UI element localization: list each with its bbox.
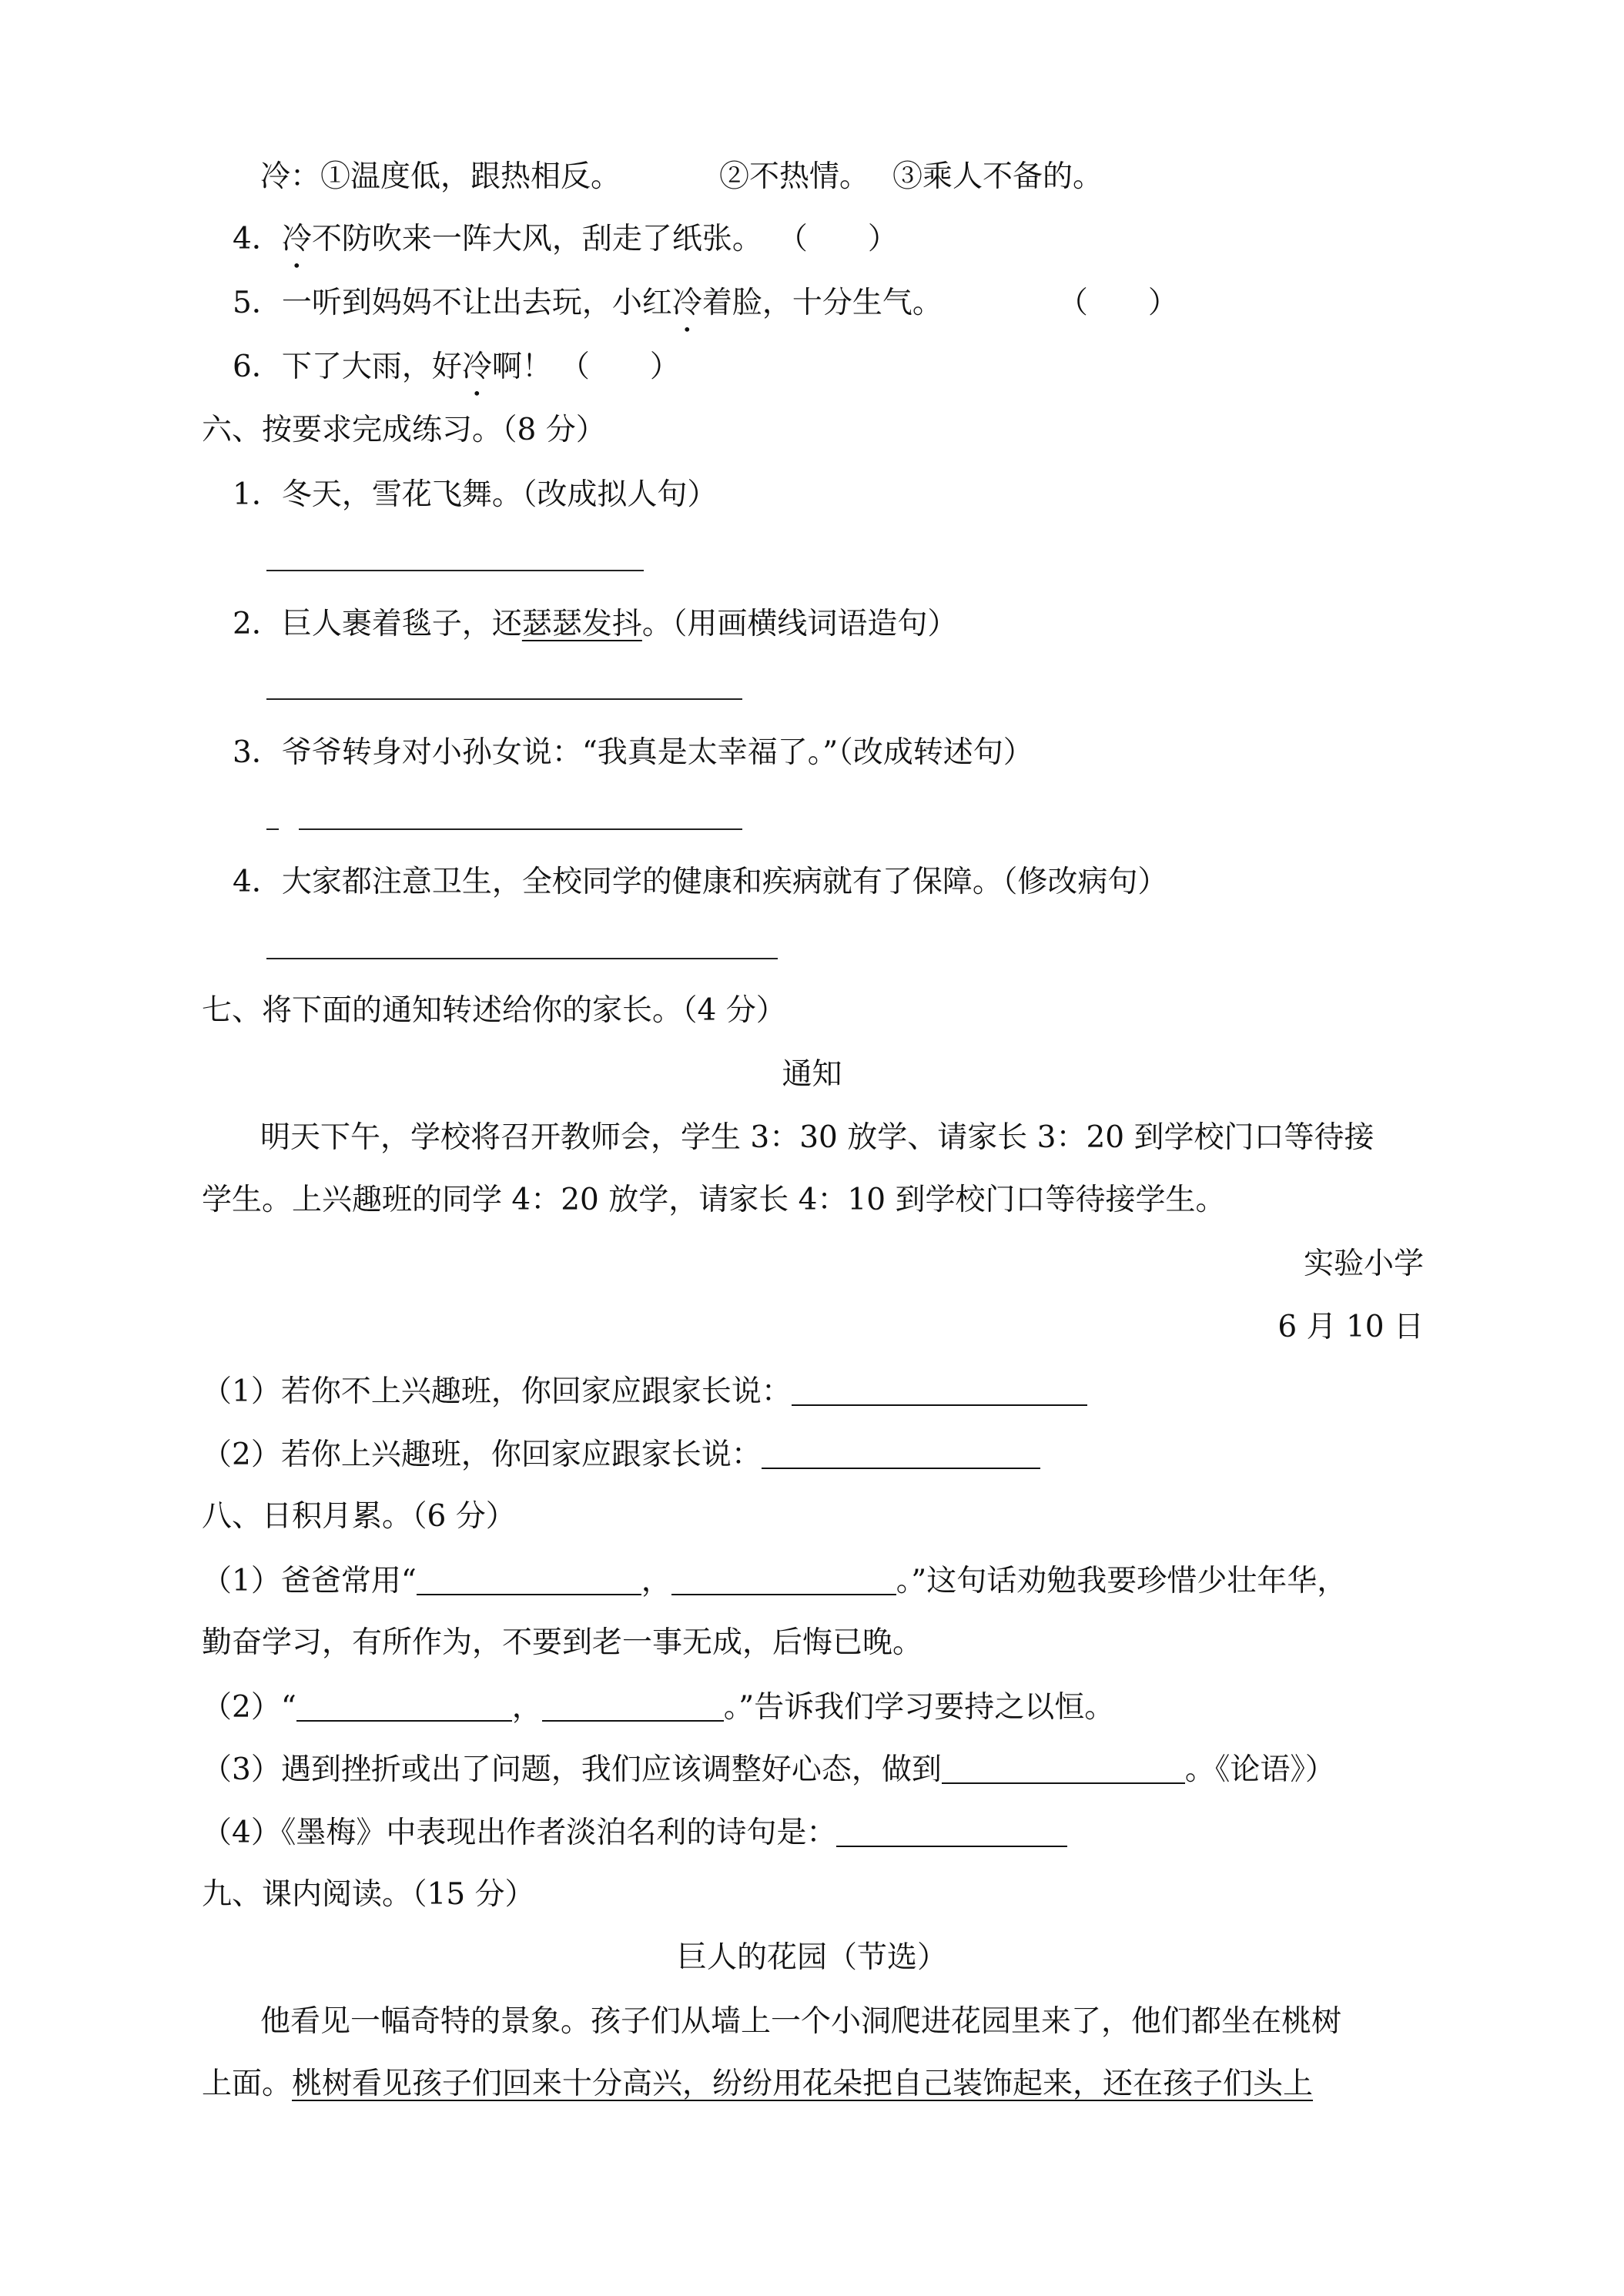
answer-blank[interactable] bbox=[792, 1375, 1087, 1406]
sub-question-text: （4）《墨梅》中表现出作者淡泊名利的诗句是： bbox=[202, 1816, 837, 1850]
item-number: 4． bbox=[233, 865, 282, 899]
comma: ， bbox=[511, 1690, 542, 1725]
meaning-3: ③乘人不备的。 bbox=[892, 159, 1103, 194]
item-text: 不防吹来一阵大风，刮走了纸张。 bbox=[311, 222, 762, 256]
section-8-sub-1 bbox=[0, 1560, 1624, 1600]
item-text: 一听到妈妈不让出去玩，小红 bbox=[281, 286, 672, 320]
item-text: 巨人裹着毯子，还 bbox=[281, 607, 522, 641]
answer-paren[interactable]: （ ） bbox=[559, 350, 680, 384]
section-6-item-1 bbox=[0, 475, 1624, 515]
section-8-sub-1-line-2: 勤奋学习，有所作为，不要到老一事无成，后悔已晚。 bbox=[202, 1625, 923, 1660]
item-number: 3． bbox=[233, 735, 282, 770]
sub-question-text: （2）若你上兴趣班，你回家应跟家长说： bbox=[202, 1438, 762, 1472]
definition-prefix: 冷： bbox=[260, 159, 321, 194]
sub-question-text: 。”这句话劝勉我要珍惜少壮年华， bbox=[896, 1564, 1348, 1598]
section-7-sub-2 bbox=[0, 1434, 1624, 1474]
answer-paren[interactable]: （ ） bbox=[777, 222, 898, 256]
answer-blank[interactable] bbox=[417, 1565, 641, 1595]
item-text: 冬天，雪花飞舞。（改成拟人句） bbox=[281, 477, 718, 512]
section-6-title: 六、按要求完成练习。（8 分） bbox=[202, 413, 606, 447]
passage-line-1: 他看见一幅奇特的景象。孩子们从墙上一个小洞爬进花园里来了，他们都坐在桃树 bbox=[260, 2004, 1342, 2039]
passage-title: 巨人的花园（节选） bbox=[676, 1940, 947, 1975]
item-number: 6． bbox=[233, 350, 282, 384]
answer-line-6-4[interactable] bbox=[266, 958, 778, 959]
item-text: 着脸，十分生气。 bbox=[702, 286, 943, 320]
notice-line-2: 学生。上兴趣班的同学 4：20 放学，请家长 4：10 到学校门口等待接学生。 bbox=[202, 1183, 1226, 1217]
dotted-char: 冷 bbox=[671, 286, 702, 320]
section-7-sub-1 bbox=[0, 1371, 1624, 1411]
notice-date: 6 月 10 日 bbox=[1277, 1310, 1424, 1344]
definition-line bbox=[0, 157, 1624, 197]
sub-question-text: （2）“ bbox=[202, 1690, 296, 1725]
answer-line-6-3[interactable] bbox=[299, 828, 742, 830]
notice-signature: 实验小学 bbox=[1303, 1247, 1424, 1281]
sub-question-text: 。”告诉我们学习要持之以恒。 bbox=[723, 1690, 1115, 1725]
item-number: 5． bbox=[233, 286, 282, 320]
sub-question-text: （1）若你不上兴趣班，你回家应跟家长说： bbox=[202, 1374, 792, 1409]
section-7-title: 七、将下面的通知转述给你的家长。（4 分） bbox=[202, 993, 786, 1028]
dash-mark bbox=[266, 828, 279, 830]
passage-text: 上面。 bbox=[202, 2067, 293, 2101]
answer-blank[interactable] bbox=[942, 1753, 1185, 1784]
section-6-item-2 bbox=[0, 604, 1624, 644]
passage-line-2 bbox=[0, 2064, 1624, 2104]
sub-question-text: （1）爸爸常用“ bbox=[202, 1564, 417, 1598]
answer-blank[interactable] bbox=[542, 1691, 724, 1722]
answer-blank[interactable] bbox=[296, 1691, 512, 1722]
section-6-item-4 bbox=[0, 862, 1624, 902]
item-number: 1． bbox=[233, 477, 282, 512]
section-8-title: 八、日积月累。（6 分） bbox=[202, 1499, 516, 1534]
item-text: 啊！ bbox=[491, 350, 552, 384]
underlined-sentence: 桃树看见孩子们回来十分高兴，纷纷用花朵把自己装饰起来，还在孩子们头上 bbox=[292, 2067, 1314, 2101]
item-number: 2． bbox=[233, 607, 282, 641]
answer-line-6-1[interactable] bbox=[266, 570, 644, 571]
meaning-1: ①温度低，跟热相反。 bbox=[320, 159, 621, 194]
sub-question-text: （3）遇到挫折或出了问题，我们应该调整好心态，做到 bbox=[202, 1752, 942, 1787]
question-item-6 bbox=[0, 347, 1624, 387]
answer-blank[interactable] bbox=[762, 1438, 1040, 1469]
section-8-sub-4 bbox=[0, 1812, 1624, 1852]
dotted-char: 冷 bbox=[461, 350, 492, 384]
item-text: 。（用画横线词语造句） bbox=[641, 607, 958, 641]
answer-line-6-2[interactable] bbox=[266, 698, 742, 700]
item-text: 爷爷转身对小孙女说：“我真是太幸福了。”（改成转述句） bbox=[281, 735, 1033, 770]
notice-line-1: 明天下午，学校将召开教师会，学生 3：30 放学、请家长 3：20 到学校门口等待接 bbox=[260, 1120, 1375, 1155]
section-6-item-3 bbox=[0, 733, 1624, 773]
question-item-5 bbox=[0, 283, 1624, 323]
answer-blank[interactable] bbox=[836, 1816, 1067, 1847]
section-9-title: 九、课内阅读。（15 分） bbox=[202, 1877, 535, 1912]
comma: ， bbox=[641, 1564, 671, 1598]
underlined-phrase: 瑟瑟发抖 bbox=[521, 607, 642, 641]
section-8-sub-2 bbox=[0, 1686, 1624, 1726]
dotted-char: 冷 bbox=[281, 222, 312, 256]
meaning-2: ②不热情。 bbox=[719, 159, 870, 194]
notice-title: 通知 bbox=[782, 1057, 842, 1092]
item-text: 大家都注意卫生，全校同学的健康和疾病就有了保障。（修改病句） bbox=[281, 865, 1168, 899]
answer-paren[interactable]: （ ） bbox=[1057, 286, 1178, 320]
answer-blank[interactable] bbox=[671, 1565, 896, 1595]
section-8-sub-3 bbox=[0, 1749, 1624, 1789]
item-text: 下了大雨，好 bbox=[281, 350, 462, 384]
item-number: 4． bbox=[233, 222, 282, 256]
question-item-4 bbox=[0, 219, 1624, 259]
sub-question-text: 。《论语》） bbox=[1184, 1752, 1335, 1787]
